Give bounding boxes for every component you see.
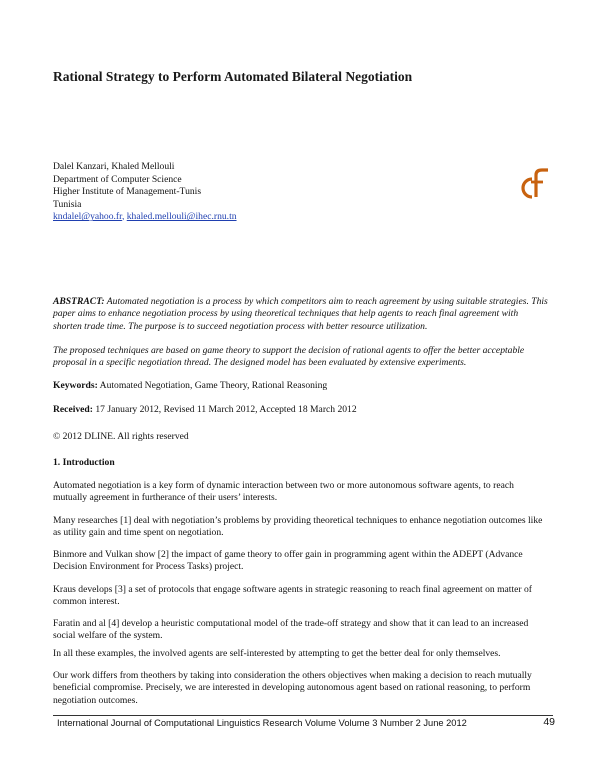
abstract-text: Automated negotiation is a process by which competitors aim to reach agreement by using suitable strategies. This paper aims to enhance negotiation process by using theoretical techniques that help agents to reach final agreement with shorten trade time. The purpose is to succeed negotiation process with better resource utilization.: [53, 296, 548, 332]
paragraph: Automated negotiation is a key form of dynamic interaction between two or more autonomous software agents, to reach mutually agreement in furtherance of their users’ interests.: [53, 480, 514, 504]
author-names: Dalel Kanzari, Khaled Mellouli: [53, 161, 175, 172]
received-text: 17 January 2012, Revised 11 March 2012, Accepted 18 March 2012: [95, 404, 357, 415]
keywords: [53, 380, 549, 392]
page-number: 49: [543, 716, 555, 728]
abstract: [53, 296, 549, 333]
journal-logo-icon: [517, 167, 551, 201]
paragraph: Our work differs from theothers by taking into consideration the others objectives when making a decision to reach mutually beneficial compromise. Precisely, we are interested in developing autonomous agent based on rational reasoning, to perform negotiation outcomes.: [53, 670, 532, 706]
page-footer: [53, 715, 553, 730]
author-department: Department of Computer Science: [53, 173, 182, 185]
email-link-2[interactable]: khaled.mellouli@ihec.rnu.tn: [126, 211, 237, 223]
keywords-label: Keywords:: [53, 380, 98, 391]
journal-citation: International Journal of Computational Linguistics Research Volume Volume 3 Number 2 June 2012: [57, 718, 467, 728]
paragraph: Kraus develops [3] a set of protocols that engage software agents in strategic reasoning to reach final agreement on matter of common interest.: [53, 584, 532, 608]
copyright: © 2012 DLINE. All rights reserved: [53, 431, 189, 442]
received-label: Received:: [53, 404, 93, 415]
received-dates: [53, 404, 549, 416]
paragraph: Faratin and al [4] develop a heuristic computational model of the trade-off strategy and show that it can lead to an increased social welfare of the system.: [53, 618, 529, 642]
email-separator: ,: [121, 211, 127, 223]
abstract-label: ABSTRACT:: [53, 296, 105, 307]
author-block: [53, 161, 237, 224]
author-country: Tunisia: [53, 198, 82, 210]
paragraph: In all these examples, the involved agents are self-interested by attempting to get the better deal for only themselves.: [53, 648, 501, 659]
paper-title: Rational Strategy to Perform Automated Bilateral Negotiation: [53, 69, 413, 84]
author-emails: [53, 211, 237, 224]
abstract-text-2: The proposed techniques are based on game theory to support the decision of rational agents to offer the better acceptable proposal in a specific negotiation thread. The designed model has been evaluated by extensive experiments.: [53, 345, 525, 369]
keywords-text: Automated Negotiation, Game Theory, Rational Reasoning: [99, 380, 328, 391]
author-institute: Higher Institute of Management-Tunis: [53, 186, 202, 198]
section-heading: 1. Introduction: [53, 457, 115, 468]
paragraph: Many researches [1] deal with negotiation’s problems by providing theoretical techniques to enhance negotiation outcomes like as utility gain and time spent on negotiation.: [53, 515, 543, 539]
paragraph: Binmore and Vulkan show [2] the impact of game theory to offer gain in programming agent within the ADEPT (Advance Decision Environment for Process Tasks) project.: [53, 549, 523, 573]
email-link-1[interactable]: kndalel@yahoo.fr: [53, 211, 122, 223]
